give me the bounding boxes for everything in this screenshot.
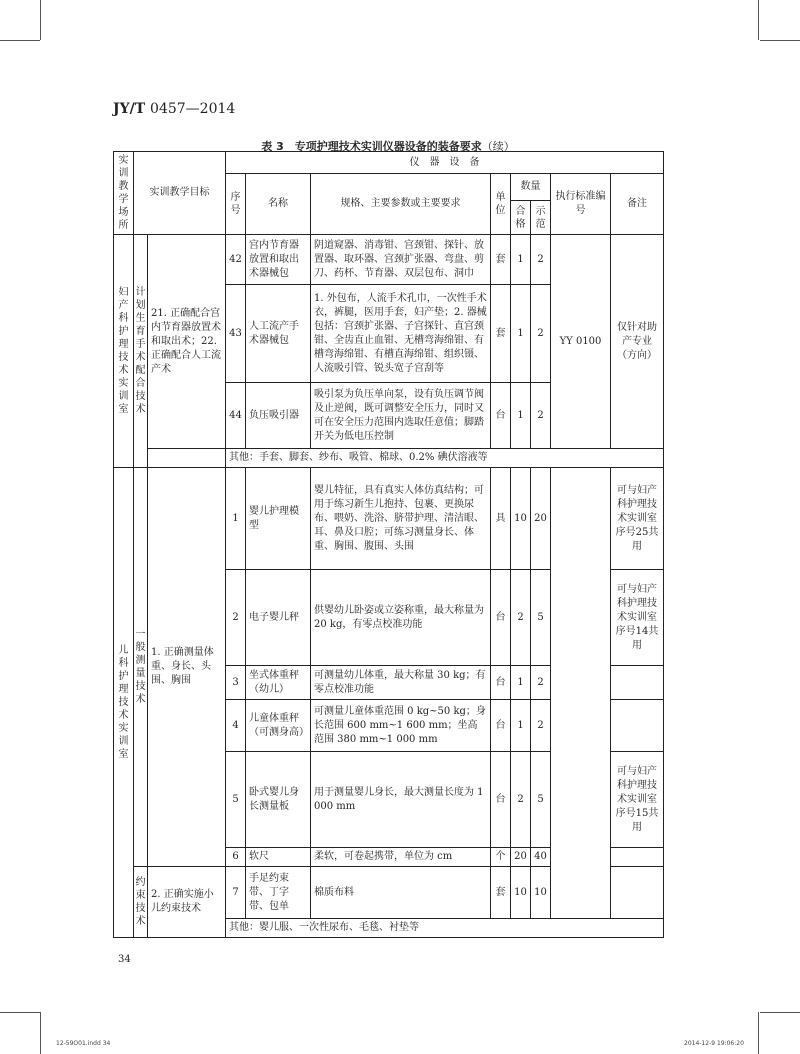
row-spec: 柔软，可卷起携带，单位为 cm bbox=[311, 848, 491, 867]
caption-cont: （续） bbox=[481, 140, 515, 153]
table-head bbox=[114, 152, 664, 235]
print-slug-file: 12-59Ο01.indd 34 bbox=[56, 1040, 111, 1047]
row-name: 手足约束带、丁字带、包单 bbox=[246, 867, 311, 919]
row-name: 儿童体重秤（可测身高） bbox=[246, 700, 311, 752]
row-spec: 棉质布料 bbox=[311, 867, 491, 919]
std-empty bbox=[551, 468, 611, 919]
row-seq: 5 bbox=[226, 752, 246, 848]
head-note: 备注 bbox=[611, 174, 664, 235]
other-items: 其他：婴儿服、一次性尿布、毛毯、衬垫等 bbox=[226, 919, 664, 938]
row-shifan: 2 bbox=[531, 700, 551, 752]
sub-measurement: 一般测量技术 bbox=[134, 468, 148, 867]
row-hege: 1 bbox=[511, 383, 531, 449]
row-name: 电子婴儿秤 bbox=[246, 570, 311, 666]
row-unit: 台 bbox=[491, 700, 511, 752]
place-obstetrics: 妇产科护理技术实训室 bbox=[114, 235, 134, 468]
row-spec: 供婴幼儿卧姿或立姿称重，最大称量为 20 kg，有零点校准功能 bbox=[311, 570, 491, 666]
row-unit: 套 bbox=[491, 235, 511, 285]
row-shifan: 2 bbox=[531, 285, 551, 383]
row-spec: 婴儿特征，具有真实人体仿真结构；可用于练习新生儿抱持、包裹、更换尿布、喂奶、洗浴、脐带护理、清洁眼、耳、鼻及口腔；可练习测量身长、体重、胸围、腹围、头围 bbox=[311, 468, 491, 570]
row-hege: 10 bbox=[511, 867, 531, 919]
row-seq: 42 bbox=[226, 235, 246, 285]
section-pediatrics bbox=[114, 468, 664, 938]
crop-mark bbox=[0, 1012, 40, 1013]
head-hege: 合格 bbox=[511, 201, 531, 235]
row-shifan: 2 bbox=[531, 235, 551, 285]
row-unit: 台 bbox=[491, 383, 511, 449]
row-name: 负压吸引器 bbox=[246, 383, 311, 449]
row-unit: 套 bbox=[491, 285, 511, 383]
print-slug-date: 2014-12-9 19:06:20 bbox=[684, 1040, 744, 1047]
row-seq: 4 bbox=[226, 700, 246, 752]
row-hege: 1 bbox=[511, 285, 531, 383]
row-hege: 2 bbox=[511, 570, 531, 666]
row-unit: 台 bbox=[491, 666, 511, 700]
row-shifan: 20 bbox=[531, 468, 551, 570]
row-unit: 具 bbox=[491, 468, 511, 570]
head-spec: 规格、主要参数或主要要求 bbox=[311, 174, 491, 235]
row-name: 卧式婴儿身长测量板 bbox=[246, 752, 311, 848]
row-note bbox=[611, 666, 664, 700]
row-name: 软尺 bbox=[246, 848, 311, 867]
row-unit: 台 bbox=[491, 752, 511, 848]
row-spec: 1. 外包布，人流手术孔巾，一次性手术衣，裤腿，医用手套，妇产垫；2. 器械包括：宫颈扩张器、子宫探针、直宫颈钳、全齿直止血钳、无槽弯海绵钳、有槽弯海绵钳、有槽直海绵钳、组织镊、人流吸引管、锐头宽子宫刮等 bbox=[311, 285, 491, 383]
page-number: 34 bbox=[118, 954, 131, 965]
crop-mark bbox=[760, 1012, 800, 1013]
row-hege: 1 bbox=[511, 666, 531, 700]
row-spec: 可测量幼儿体重，最大称量 30 kg；有零点校准功能 bbox=[311, 666, 491, 700]
other-items: 其他：手套、脚套、纱布、吸管、棉球、0.2% 碘伏溶液等 bbox=[226, 449, 664, 468]
row-note bbox=[611, 867, 664, 919]
row-note: 可与妇产科护理技术实训室序号25共用 bbox=[611, 468, 664, 570]
row-unit: 套 bbox=[491, 867, 511, 919]
row-name: 坐式体重秤（幼儿） bbox=[246, 666, 311, 700]
row-spec: 吸引泵为负压单向泵，设有负压调节阀及止逆阀，既可调整安全压力，同时又可在安全压力范围内选取任意值；脚踏开关为低电压控制 bbox=[311, 383, 491, 449]
row-hege: 1 bbox=[511, 235, 531, 285]
row-spec: 阴道窥器、消毒钳、宫颈钳、探针、放置器、取环器、宫颈扩张器、弯盘、剪刀、药杯、节育器、双层包布、洞巾 bbox=[311, 235, 491, 285]
head-std: 执行标准编号 bbox=[551, 174, 611, 235]
row-hege: 10 bbox=[511, 468, 531, 570]
place-pediatrics: 儿科护理技术实训室 bbox=[114, 468, 134, 938]
row-seq: 1 bbox=[226, 468, 246, 570]
equipment-table bbox=[113, 151, 664, 938]
goal-empty bbox=[148, 449, 226, 468]
crop-mark bbox=[40, 0, 41, 40]
crop-mark bbox=[760, 40, 800, 41]
row-seq: 7 bbox=[226, 867, 246, 919]
section-obstetrics bbox=[114, 235, 664, 468]
row-unit: 个 bbox=[491, 848, 511, 867]
row-name: 宫内节育器放置和取出术器械包 bbox=[246, 235, 311, 285]
row-hege: 2 bbox=[511, 752, 531, 848]
standard-header bbox=[113, 101, 235, 117]
row-note: 可与妇产科护理技术实训室序号14共用 bbox=[611, 570, 664, 666]
head-seq: 序号 bbox=[226, 174, 246, 235]
row-hege: 20 bbox=[511, 848, 531, 867]
goal-restraint: 2. 正确实施小儿约束技术 bbox=[148, 867, 226, 938]
row-seq: 43 bbox=[226, 285, 246, 383]
row-hege: 1 bbox=[511, 700, 531, 752]
head-name: 名称 bbox=[246, 174, 311, 235]
head-place: 实训教学场所 bbox=[114, 152, 134, 235]
goal-obstetrics: 21. 正确配合宫内节育器放置术和取出术；22. 正确配合人工流产术 bbox=[148, 235, 226, 449]
standard-number: 0457—2014 bbox=[150, 101, 236, 117]
sub-restraint: 约束技术 bbox=[134, 867, 148, 938]
row-seq: 2 bbox=[226, 570, 246, 666]
head-qty: 数量 bbox=[511, 174, 551, 201]
row-seq: 3 bbox=[226, 666, 246, 700]
row-unit: 台 bbox=[491, 570, 511, 666]
head-goal: 实训教学目标 bbox=[134, 152, 226, 235]
standard-code: JY/T bbox=[113, 101, 146, 117]
note-midwifery: 仅针对助产专业（方向） bbox=[611, 235, 664, 449]
row-note bbox=[611, 700, 664, 752]
row-note bbox=[611, 848, 664, 867]
row-shifan: 2 bbox=[531, 383, 551, 449]
goal-measurement: 1. 正确测量体重、身长、头围、胸围 bbox=[148, 468, 226, 867]
row-spec: 用于测量婴儿身长，最大测量长度为 1 000 mm bbox=[311, 752, 491, 848]
crop-mark bbox=[0, 40, 40, 41]
row-note: 可与妇产科护理技术实训室序号15共用 bbox=[611, 752, 664, 848]
row-shifan: 5 bbox=[531, 570, 551, 666]
crop-mark bbox=[758, 1012, 759, 1054]
head-unit: 单位 bbox=[491, 174, 511, 235]
head-equip: 仪 器 设 备 bbox=[226, 152, 664, 174]
row-spec: 可测量儿童体重范围 0 kg~50 kg；身长范围 600 mm~1 600 mm；坐高范围 380 mm~1 000 mm bbox=[311, 700, 491, 752]
crop-mark bbox=[758, 0, 759, 40]
sub-family-planning: 计划生育手术配合技术 bbox=[134, 235, 148, 468]
caption-title: 表 3 专项护理技术实训仪器设备的装备要求 bbox=[261, 140, 482, 153]
row-name: 婴儿护理模型 bbox=[246, 468, 311, 570]
row-seq: 44 bbox=[226, 383, 246, 449]
crop-mark bbox=[40, 1012, 41, 1054]
row-shifan: 5 bbox=[531, 752, 551, 848]
row-shifan: 10 bbox=[531, 867, 551, 919]
row-shifan: 2 bbox=[531, 666, 551, 700]
row-name: 人工流产手术器械包 bbox=[246, 285, 311, 383]
row-shifan: 40 bbox=[531, 848, 551, 867]
std-yy0100: YY 0100 bbox=[551, 235, 611, 449]
head-shifan: 示范 bbox=[531, 201, 551, 235]
row-seq: 6 bbox=[226, 848, 246, 867]
